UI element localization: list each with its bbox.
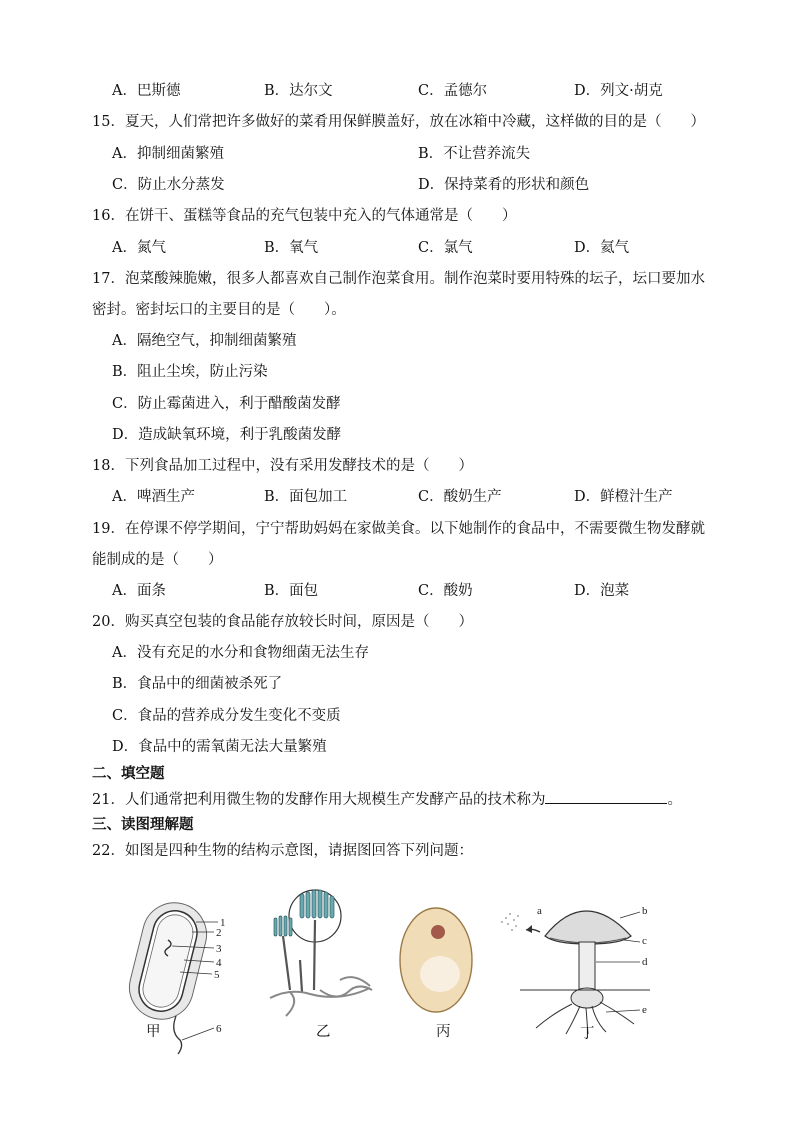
q21-end: 。 [667, 792, 682, 808]
q20-option-a: A．没有充足的水分和食物细菌无法生存 [112, 645, 369, 661]
bacterium-part-6: 6 [216, 1023, 222, 1035]
yeast-drawing [400, 908, 472, 1012]
mushroom-part-b: b [642, 905, 648, 917]
organism-figure [0, 880, 794, 1080]
q20-option-c: C．食品的营养成分发生变化不变质 [112, 708, 341, 724]
q17-option-c: C．防止霉菌进入，利于醋酸菌发酵 [112, 396, 341, 412]
figure-label-yi: 乙 [316, 1024, 331, 1040]
q16-option-a: A．氮气 [112, 240, 166, 256]
q21-stem: 21．人们通常把利用微生物的发酵作用大规模生产发酵产品的技术称为 [92, 792, 546, 808]
organism-diagram [0, 880, 794, 1080]
q15-stem: 15．夏天，人们常把许多做好的菜肴用保鲜膜盖好，放在冰箱中冷藏，这样做的目的是（ ） [92, 114, 705, 130]
bacterium-part-4: 4 [216, 957, 222, 969]
q21-answer-blank[interactable] [545, 789, 667, 804]
q18-option-d: D．鲜橙汁生产 [574, 489, 673, 505]
mushroom-part-d: d [642, 956, 648, 968]
figure-label-bing: 丙 [436, 1024, 451, 1040]
q19-stem-line1: 19．在停课不停学期间，宁宁帮助妈妈在家做美食。以下她制作的食品中，不需要微生物发酵就 [92, 521, 705, 537]
q14-option-c: C．孟德尔 [418, 83, 488, 99]
figure-label-ding: 丁 [580, 1026, 595, 1042]
bacterium-part-1: 1 [220, 917, 226, 929]
q20-stem: 20．购买真空包装的食品能存放较长时间，原因是（ ） [92, 614, 473, 630]
q18-option-b: B．面包加工 [264, 489, 348, 505]
q15-option-c: C．防止水分蒸发 [112, 177, 225, 193]
q16-option-c: C．氯气 [418, 240, 473, 256]
q18-option-a: A．啤酒生产 [112, 489, 195, 505]
q18-option-c: C．酸奶生产 [418, 489, 502, 505]
mold-drawing [270, 890, 372, 1016]
q19-option-c: C．酸奶 [418, 583, 473, 599]
q19-option-b: B．面包 [264, 583, 319, 599]
q17-option-b: B．阻止尘埃，防止污染 [112, 364, 268, 380]
bacterium-drawing [123, 896, 226, 1054]
bacterium-part-5: 5 [214, 969, 220, 981]
mushroom-part-e: e [642, 1004, 647, 1016]
q19-stem-line2: 能制成的是（ ） [92, 552, 223, 568]
section-diagram-title: 三、读图理解题 [92, 817, 194, 833]
bacterium-part-2: 2 [216, 927, 222, 939]
q16-option-d: D．氦气 [574, 240, 630, 256]
q15-option-b: B．不让营养流失 [418, 146, 531, 162]
q17-stem-line1: 17．泡菜酸辣脆嫩，很多人都喜欢自己制作泡菜食用。制作泡菜时要用特殊的坛子，坛口要加水 [92, 271, 705, 287]
mushroom-part-c: c [642, 935, 647, 947]
q18-stem: 18．下列食品加工过程中，没有采用发酵技术的是（ ） [92, 458, 473, 474]
q14-option-b: B．达尔文 [264, 83, 333, 99]
section-fill-in-title: 二、填空题 [92, 766, 165, 782]
q15-option-a: A．抑制细菌繁殖 [112, 146, 224, 162]
mushroom-drawing [501, 905, 650, 1034]
figure-label-jia: 甲 [146, 1024, 161, 1040]
q14-option-a: A．巴斯德 [112, 83, 181, 99]
q16-option-b: B．氧气 [264, 240, 319, 256]
q19-option-a: A．面条 [112, 583, 166, 599]
q20-option-d: D．食品中的需氧菌无法大量繁殖 [112, 739, 327, 755]
q17-option-d: D．造成缺氧环境，利于乳酸菌发酵 [112, 427, 342, 443]
q15-option-d: D．保持菜肴的形状和颜色 [418, 177, 590, 193]
mushroom-part-a: a [537, 905, 542, 917]
bacterium-part-3: 3 [216, 943, 222, 955]
q19-option-d: D．泡菜 [574, 583, 630, 599]
q14-option-d: D．列文·胡克 [574, 83, 663, 99]
q21-line [92, 789, 682, 810]
q22-stem: 22．如图是四种生物的结构示意图，请据图回答下列问题： [92, 843, 473, 859]
q20-option-b: B．食品中的细菌被杀死了 [112, 676, 283, 692]
q16-stem: 16．在饼干、蛋糕等食品的充气包装中充入的气体通常是（ ） [92, 208, 517, 224]
q17-option-a: A．隔绝空气，抑制细菌繁殖 [112, 333, 297, 349]
q17-stem-line2: 密封。密封坛口的主要目的是（ ）。 [92, 302, 346, 318]
